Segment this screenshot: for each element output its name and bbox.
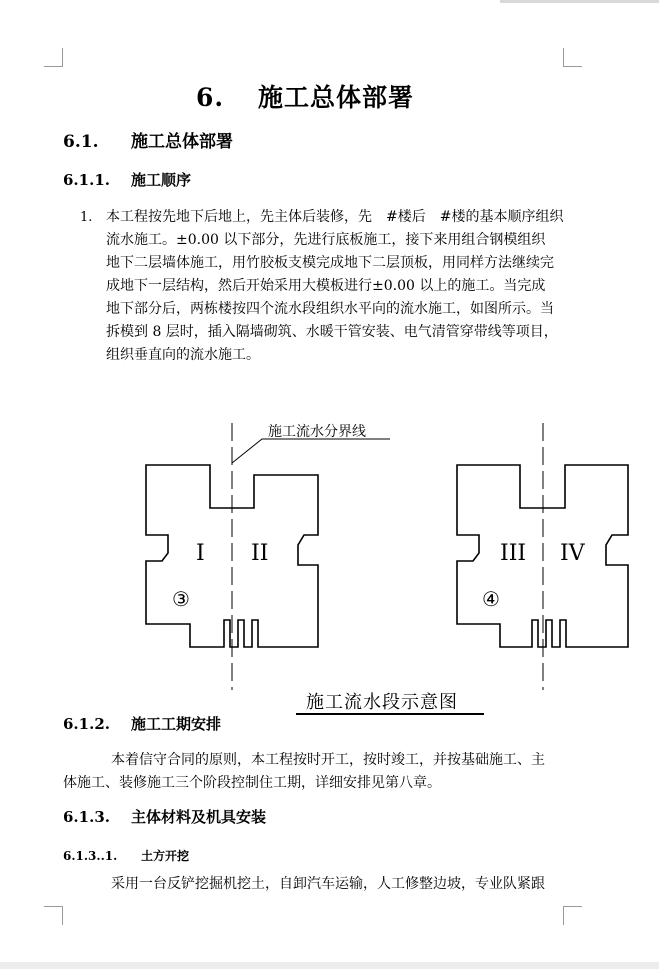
paragraph-line: 本着信守合同的原则，本工程按时开工，按时竣工，并按基础施工、主 bbox=[83, 752, 545, 768]
window-bottom-edge bbox=[0, 962, 659, 969]
subsection-heading-2 bbox=[63, 713, 221, 734]
paragraph-line: 地下二层墙体施工，用竹胶板支模完成地下二层顶板，用同样方法继续完 bbox=[106, 255, 554, 271]
subsection-title: 施工工期安排 bbox=[131, 715, 222, 733]
crop-mark-top-right bbox=[563, 48, 582, 67]
boundary-label: 施工流水分界线 bbox=[268, 424, 366, 440]
segment-label-1: I bbox=[196, 541, 205, 566]
paragraph-earthwork bbox=[83, 873, 583, 896]
chapter-number: 6. bbox=[196, 83, 225, 112]
subsection-title: 施工顺序 bbox=[131, 171, 192, 189]
subsection-number: 6.1.3. bbox=[63, 808, 110, 826]
caption-underline bbox=[296, 713, 484, 715]
paragraph-line: 拆模到 8 层时，插入隔墙砌筑、水暖干管安装、电气清管穿带线等项目， bbox=[106, 324, 558, 340]
building-mark-3: ③ bbox=[172, 587, 190, 611]
subsection-title: 土方开挖 bbox=[141, 849, 190, 863]
subsection-heading-3 bbox=[63, 806, 266, 827]
paragraph-line: 体施工、装修施工三个阶段控制住工期，详细安排见第八章。 bbox=[63, 775, 441, 791]
subsection-heading-1 bbox=[63, 169, 191, 190]
boundary-leader-line bbox=[232, 439, 390, 463]
section-number: 6.1. bbox=[63, 132, 99, 152]
subsection-number: 6.1.1. bbox=[63, 171, 110, 189]
subsection-title: 主体材料及机具安装 bbox=[131, 808, 267, 826]
paragraph-line: 流水施工。±0.00 以下部分，先进行底板施工，接下来用组合钢模组织 bbox=[106, 232, 546, 248]
chapter-heading bbox=[196, 78, 414, 114]
paragraph-schedule bbox=[63, 749, 563, 795]
paragraph-line: 本工程按先地下后地上，先主体后装修，先 #楼后 #楼的基本顺序组织 bbox=[106, 209, 564, 225]
crop-mark-bottom-left bbox=[44, 906, 63, 925]
flow-segment-diagram bbox=[0, 415, 659, 690]
crop-mark-top-left bbox=[44, 48, 63, 67]
paragraph-line: 组织垂直向的流水施工。 bbox=[106, 347, 260, 363]
subsection-heading-4 bbox=[63, 847, 189, 864]
list-marker: 1. bbox=[80, 210, 93, 225]
segment-label-3: III bbox=[500, 541, 527, 566]
paragraph-line: 采用一台反铲挖掘机挖土，自卸汽车运输，人工修整边坡，专业队紧跟 bbox=[83, 876, 545, 892]
window-top-edge bbox=[500, 0, 659, 3]
segment-label-2: II bbox=[251, 541, 269, 566]
subsection-number: 6.1.3..1. bbox=[63, 849, 118, 863]
chapter-title: 施工总体部署 bbox=[258, 83, 415, 112]
diagram-caption: 施工流水段示意图 bbox=[306, 692, 458, 713]
paragraph-construction-sequence bbox=[106, 206, 566, 367]
subsection-number: 6.1.2. bbox=[63, 715, 110, 733]
building-mark-4: ④ bbox=[482, 587, 500, 611]
crop-mark-bottom-right bbox=[563, 906, 582, 925]
segment-label-4: IV bbox=[560, 541, 585, 566]
paragraph-line: 地下部分后，两栋楼按四个流水段组织水平向的流水施工，如图所示。当 bbox=[106, 301, 554, 317]
section-title: 施工总体部署 bbox=[131, 132, 233, 152]
section-heading bbox=[63, 127, 233, 152]
paragraph-line: 成地下一层结构，然后开始采用大模板进行±0.00 以上的施工。当完成 bbox=[106, 278, 546, 294]
